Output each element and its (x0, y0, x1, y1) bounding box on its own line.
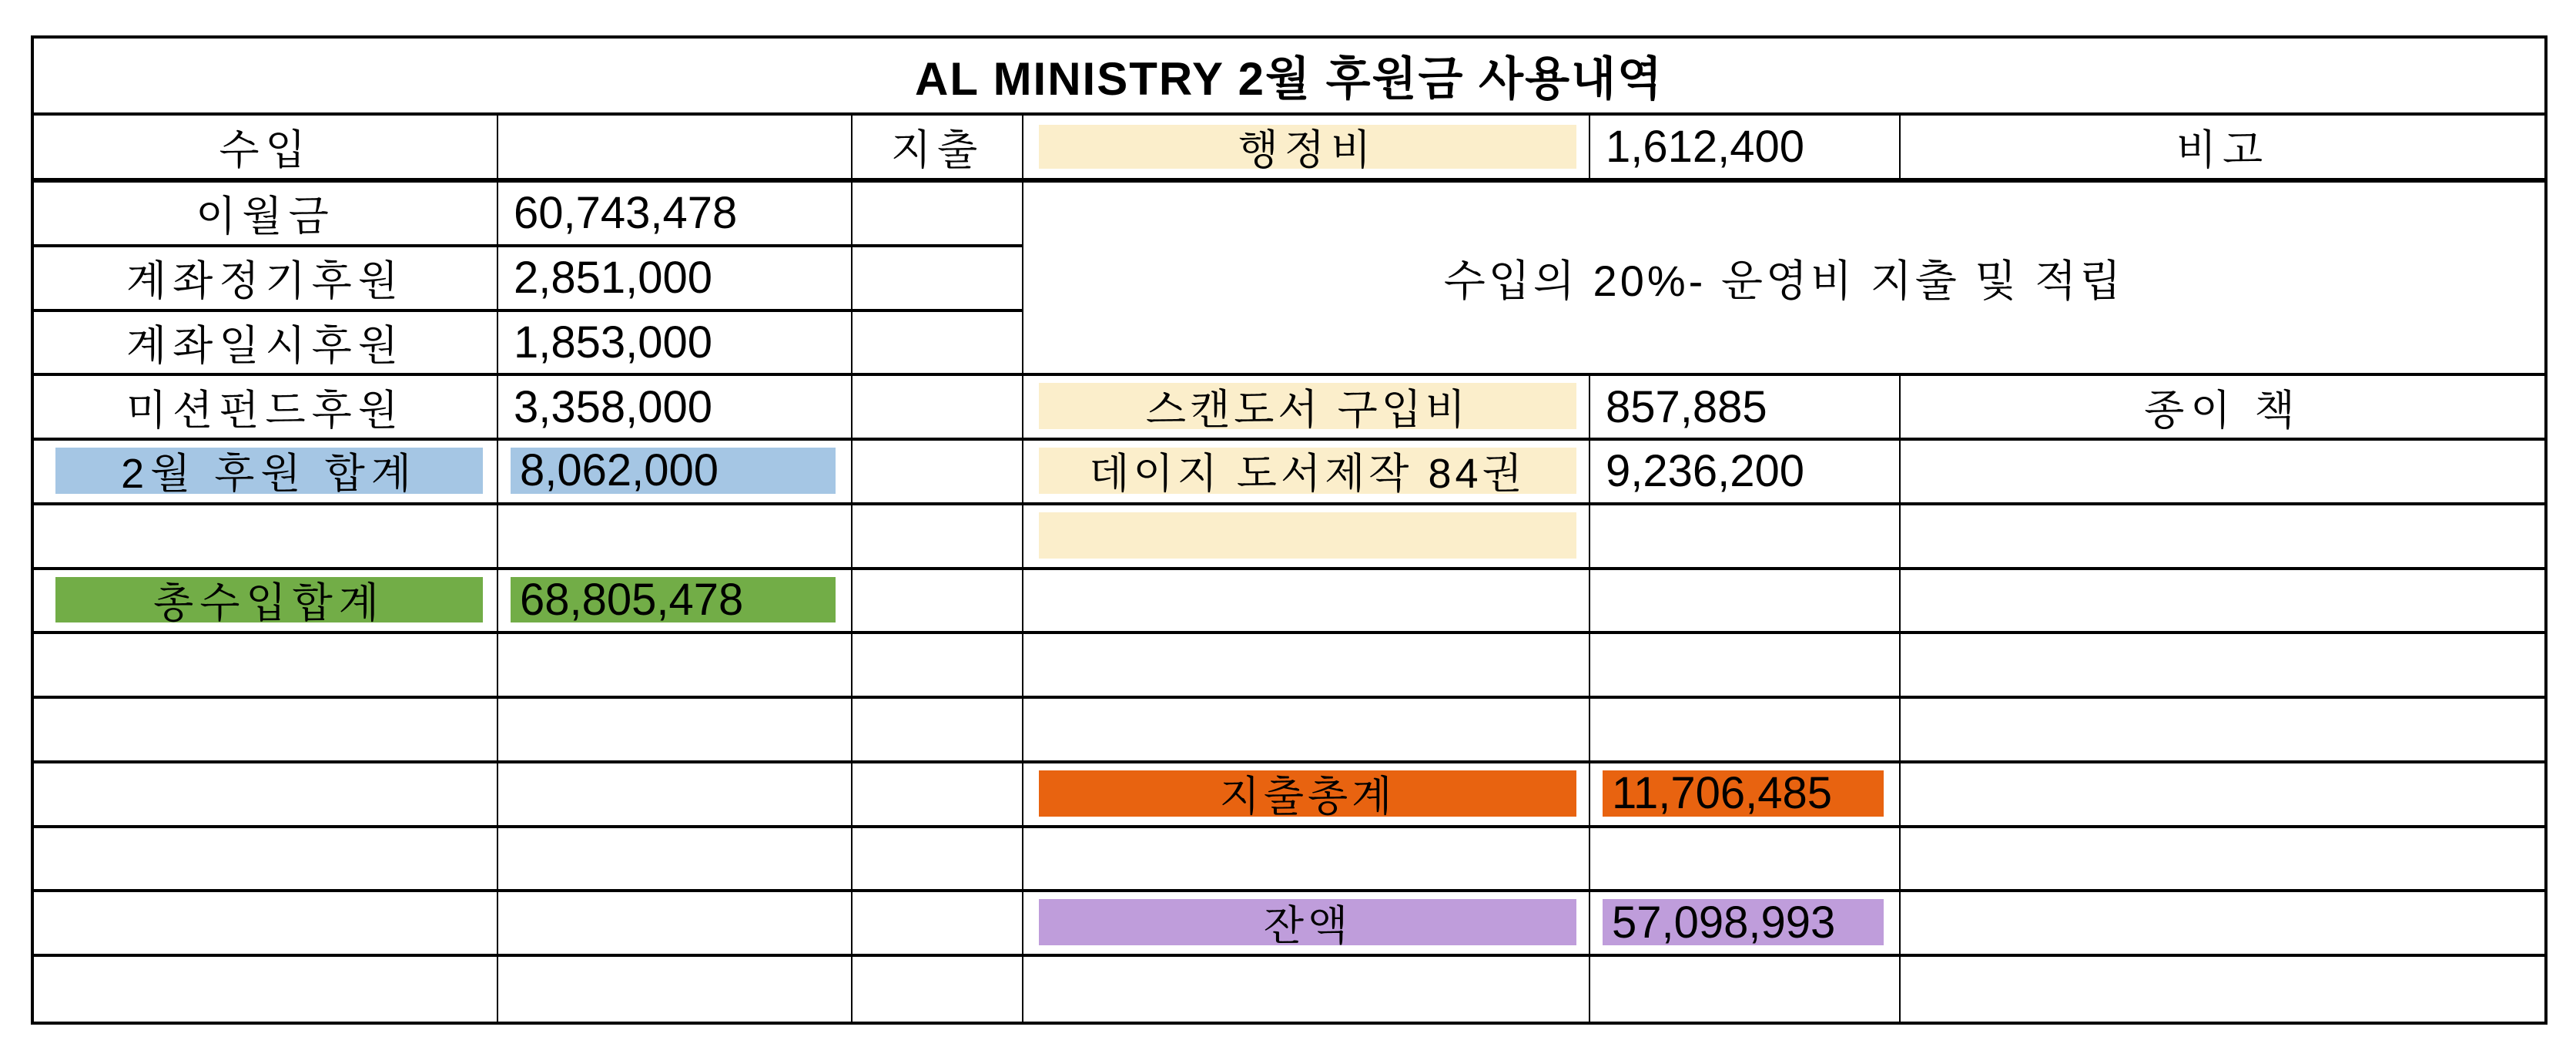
cell-empty (1901, 505, 2544, 570)
cell-empty (1023, 634, 1590, 699)
cell-empty (853, 763, 1023, 828)
cell-empty (498, 828, 853, 893)
donation-report-table (31, 35, 2548, 1025)
cell-empty (34, 699, 498, 763)
cell-empty (853, 699, 1023, 763)
header-expense: 지출 (853, 116, 1023, 183)
admin-fee-highlight: 행정비 (1039, 125, 1576, 169)
cell-empty (1901, 699, 2544, 763)
expense-blank-highlight-cell (1023, 505, 1590, 570)
income-amount-onetime: 1,853,000 (498, 312, 853, 377)
balance-amount-cell (1590, 892, 1901, 957)
expense-daisy-amount: 9,236,200 (1590, 441, 1901, 505)
income-grand-total-amount-cell (498, 570, 853, 635)
cell-empty (1901, 828, 2544, 893)
cell-empty (853, 957, 1023, 1022)
cell-empty (498, 763, 853, 828)
cell-empty (34, 957, 498, 1022)
daisy-highlight: 데이지 도서제작 84권 (1039, 448, 1576, 494)
cell-empty (853, 376, 1023, 441)
blank-yellow-highlight (1039, 512, 1576, 559)
cell-empty (853, 441, 1023, 505)
grand-total-amount-highlight: 68,805,478 (511, 577, 836, 623)
month-total-highlight: 2월 후원 합계 (55, 448, 483, 494)
cell-empty (1901, 570, 2544, 635)
expense-daisy-note (1901, 441, 2544, 505)
cell-empty (34, 634, 498, 699)
cell-empty (34, 828, 498, 893)
cell-empty (1901, 634, 2544, 699)
cell-empty (1590, 570, 1901, 635)
cell-empty (853, 634, 1023, 699)
income-month-total-amount-cell (498, 441, 853, 505)
cell-empty (1023, 828, 1590, 893)
header-admin-amount: 1,612,400 (1590, 116, 1901, 183)
expense-scanbook-note: 종이 책 (1901, 376, 2544, 441)
balance-amount-highlight: 57,098,993 (1603, 899, 1884, 945)
cell-empty (34, 892, 498, 957)
cell-empty (498, 505, 853, 570)
cell-empty (853, 247, 1023, 312)
cell-empty (853, 828, 1023, 893)
income-label-carryover: 이월금 (34, 183, 498, 247)
cell-empty (1590, 957, 1901, 1022)
expense-total-cell (1023, 763, 1590, 828)
cell-empty (853, 892, 1023, 957)
income-amount-regular: 2,851,000 (498, 247, 853, 312)
income-label-regular: 계좌정기후원 (34, 247, 498, 312)
cell-empty (853, 570, 1023, 635)
report-title: AL MINISTRY 2월 후원금 사용내역 (34, 39, 2544, 116)
expense-total-highlight: 지출총계 (1039, 770, 1576, 817)
expense-total-amount-cell (1590, 763, 1901, 828)
cell-empty (1590, 828, 1901, 893)
cell-empty (498, 634, 853, 699)
cell-empty (1901, 763, 2544, 828)
cell-empty (34, 763, 498, 828)
cell-empty (853, 312, 1023, 377)
cell-empty (853, 183, 1023, 247)
expense-daisy-cell (1023, 441, 1590, 505)
income-amount-missionfund: 3,358,000 (498, 376, 853, 441)
grand-total-highlight: 총수입합계 (55, 577, 483, 623)
balance-cell (1023, 892, 1590, 957)
balance-highlight: 잔액 (1039, 899, 1576, 945)
income-amount-carryover: 60,743,478 (498, 183, 853, 247)
cell-empty (1023, 957, 1590, 1022)
header-income-amount-empty (498, 116, 853, 183)
cell-empty (1590, 699, 1901, 763)
income-label-onetime: 계좌일시후원 (34, 312, 498, 377)
header-note: 비고 (1901, 116, 2544, 183)
expense-total-amount-highlight: 11,706,485 (1603, 770, 1884, 817)
cell-empty (498, 957, 853, 1022)
cell-empty (34, 505, 498, 570)
expense-scanbook-cell (1023, 376, 1590, 441)
cell-empty (1023, 570, 1590, 635)
cell-empty (1590, 634, 1901, 699)
operating-cost-note: 수입의 20%- 운영비 지출 및 적립 (1023, 183, 2544, 376)
income-grand-total-cell (34, 570, 498, 635)
income-label-missionfund: 미션펀드후원 (34, 376, 498, 441)
cell-empty (498, 892, 853, 957)
expense-scanbook-amount: 857,885 (1590, 376, 1901, 441)
income-month-total-cell (34, 441, 498, 505)
cell-empty (1901, 892, 2544, 957)
cell-empty (1901, 957, 2544, 1022)
cell-empty (1590, 505, 1901, 570)
header-income: 수입 (34, 116, 498, 183)
cell-empty (1023, 699, 1590, 763)
header-admin-cell (1023, 116, 1590, 183)
scanbook-highlight: 스캔도서 구입비 (1039, 383, 1576, 429)
cell-empty (498, 699, 853, 763)
month-total-amount-highlight: 8,062,000 (511, 448, 836, 494)
cell-empty (853, 505, 1023, 570)
